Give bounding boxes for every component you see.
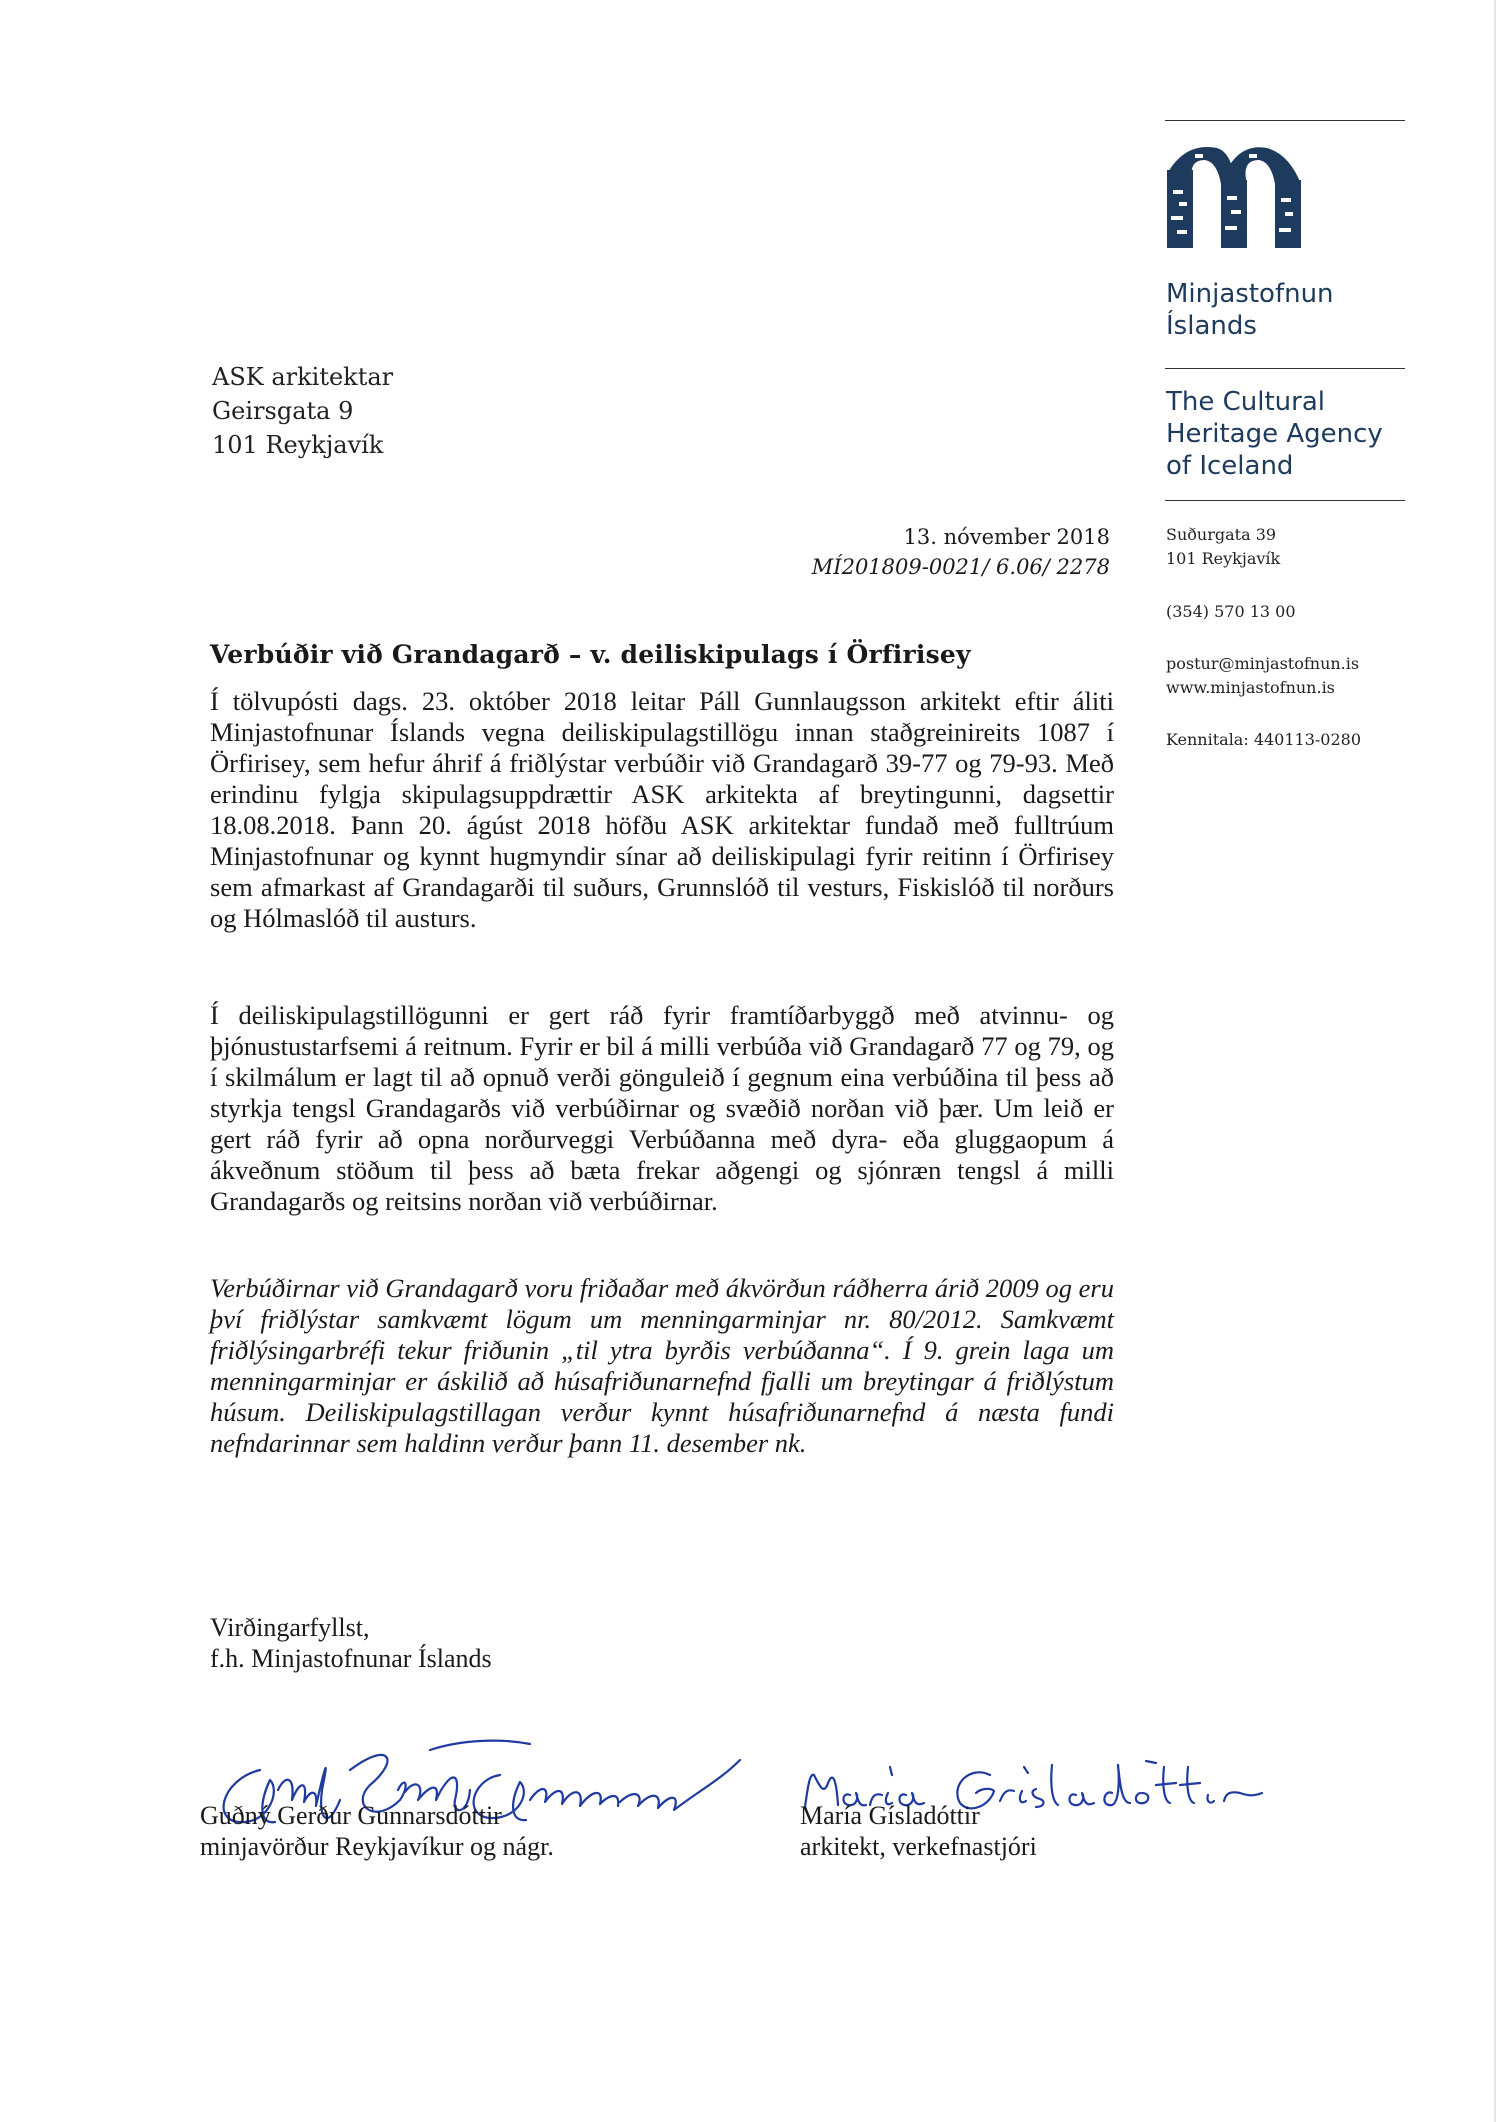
signer-1-title: minjavörður Reykjavíkur og nágr. [200, 1832, 554, 1861]
header-rule-middle [1165, 368, 1405, 369]
signer-1-name: Guðný Gerður Gunnarsdóttir [200, 1801, 502, 1830]
body-paragraph-1: Í tölvupósti dags. 23. október 2018 leitar Páll Gunnlaugsson arkitekt eftir áliti Minjastofnunar Íslands vegna deiliskipulagstillögu innan staðgreinireits 1087 í Örfirisey, sem hefur áhrif á friðlýstar verbúðir við Grandagarð 39-77 og 79-93. Með erindinu fylgja skipulagsuppdrættir ASK arkitekta af breytingunni, dagsettir 18.08.2018. Þann 20. ágúst 2018 höfðu ASK arkitektar fundað með fulltrúum Minjastofnunar og kynnt hugmyndir sínar að deiliskipulagi fyrir reitinn í Örfirisey sem afmarkast af Grandagarði til suðurs, Grunnslóð til vesturs, Fiskislóð til norðurs og Hólmaslóð til austurs. [210, 686, 1114, 933]
recipient-address: ASK arkitektar Geirsgata 9 101 Reykjavík [212, 363, 394, 459]
agency-phone: (354) 570 13 00 [1166, 602, 1296, 621]
header-rule-bottom [1165, 500, 1405, 501]
scan-edge-line [1494, 0, 1496, 2122]
agency-website: www.minjastofnun.is [1166, 678, 1335, 697]
agency-contact [1166, 652, 1359, 700]
body-paragraph-3: Verbúðirnar við Grandagarð voru friðaðar með ákvörðun ráðherra árið 2009 og eru því friðlýstar samkvæmt lögum um menningarminjar nr. 80/2012. Samkvæmt friðlýsingarbréfi tekur friðunin „til ytra byrðis verbúðanna“. Í 9. grein laga um menningarminjar er áskilið að húsafriðunarnefnd fjalli um breytingar á friðlýstum húsum. Deiliskipulagstillagan verður kynnt húsafriðunarnefnd á næsta fundi nefndarinnar sem haldinn verður þann 11. desember nk. [210, 1273, 1114, 1458]
agency-name-icelandic: Minjastofnun Íslands [1166, 279, 1334, 341]
signer-2-title: arkitekt, verkefnastjóri [800, 1832, 1037, 1861]
letter-subject: Verbúðir við Grandagarð – v. deiliskipulags í Örfirisey [210, 640, 971, 669]
signer-2 [800, 1800, 1037, 1862]
closing: Virðingarfyllst, f.h. Minjastofnunar Íslands [210, 1613, 492, 1673]
agency-name-english: The Cultural Heritage Agency of Iceland [1166, 387, 1383, 481]
date-reference [812, 522, 1110, 582]
letter-date: 13. nóvember 2018 [903, 525, 1110, 549]
agency-logo-icon [1165, 140, 1305, 250]
agency-kennitala: Kennitala: 440113-0280 [1166, 730, 1362, 749]
body-paragraph-2: Í deiliskipulagstillögunni er gert ráð fyrir framtíðarbyggð með atvinnu- og þjónustustarfsemi á reitnum. Fyrir er bil á milli verbúða við Grandagarð 77 og 79, og í skilmálum er lagt til að opnuð verði gönguleið í gegnum eina verbúðina til þess að styrkja tengsl Grandagarðs við verbúðirnar og svæðið norðan við þær. Um leið er gert ráð fyrir að opna norðurveggi Verbúðanna með dyra- eða gluggaopum á ákveðnum stöðum til þess að bæta frekar aðgengi og sjónræn tengsl á milli Grandagarðs og reitsins norðan við verbúðirnar. [210, 1000, 1114, 1216]
header-rule-top [1165, 120, 1405, 121]
case-reference: MÍ201809-0021/ 6.06/ 2278 [811, 555, 1110, 579]
signer-2-name: María Gísladóttir [800, 1801, 980, 1830]
signer-1 [200, 1800, 554, 1862]
agency-email: postur@minjastofnun.is [1166, 654, 1360, 673]
agency-address: Suðurgata 39 101 Reykjavík [1166, 525, 1281, 568]
